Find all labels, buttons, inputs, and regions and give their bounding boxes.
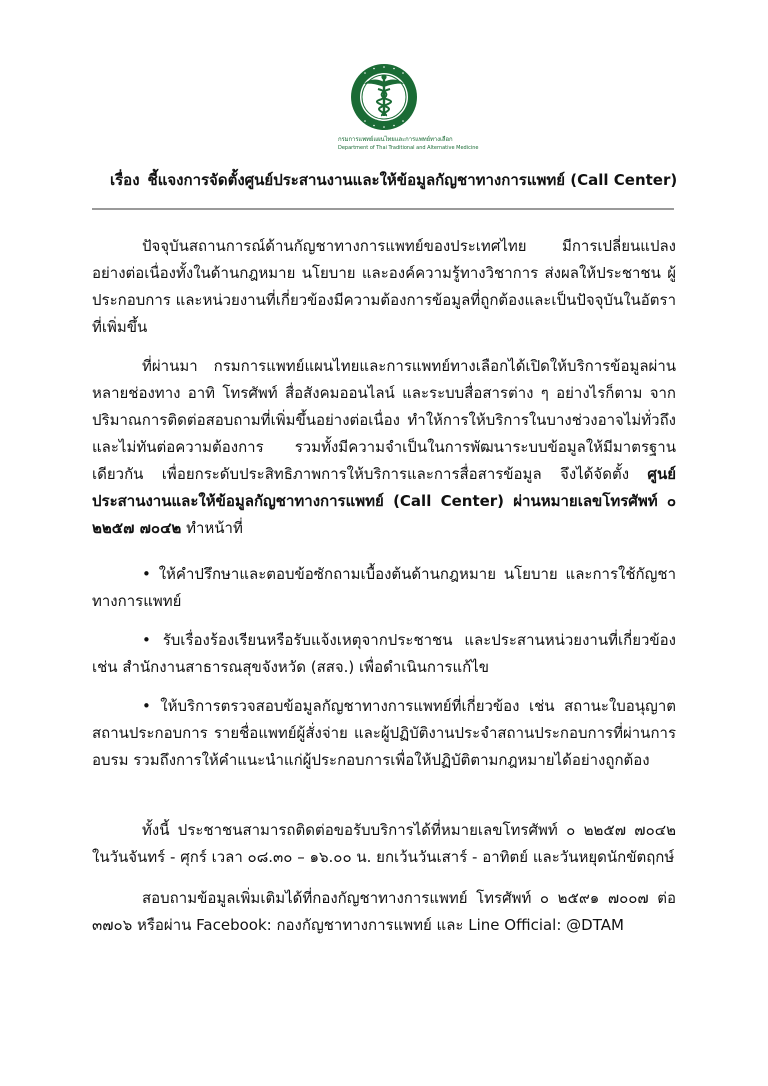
- paragraph-situation: ปัจจุบันสถานการณ์ด้านกัญชาทางการแพทย์ของประเทศไทย มีการเปลี่ยนแปลงอย่างต่อเนื่องทั้งในด้านกฎหมาย นโยบาย และองค์ความรู้ทางวิชาการ ส่งผลให้ประชาชน ผู้ประกอบการ และหน่วยงานที่เกี่ยวข้องมีความต้องการข้อมูลที่ถูกต้องและเป็นปัจจุบันในอัตราที่เพิ่มขึ้น: [92, 237, 677, 336]
- bullet-complaints: • รับเรื่องร้องเรียนหรือรับแจ้งเหตุจากประชาชน และประสานหน่วยงานที่เกี่ยวข้อง เช่น สำนักงานสาธารณสุขจังหวัด (สสจ.) เพื่อดำเนินการแก้ไข: [92, 631, 676, 676]
- paragraph-background-text: ที่ผ่านมา กรมการแพทย์แผนไทยและการแพทย์ทางเลือกได้เปิดให้บริการข้อมูลผ่านหลายช่องทาง อาทิ โทรศัพท์ สื่อสังคมออนไลน์ และระบบสื่อสารต่าง ๆ อย่างไรก็ตาม จากปริมาณการติดต่อสอบถามที่เพิ่มขึ้นอย่างต่อเนื่อง ทำให้การให้บริการในบางช่วงอาจไม่ทั่วถึง และไม่ทันต่อความต้องการ รวมทั้งมีความจำเป็นในการพัฒนาระบบข้อมูลให้มีมาตรฐานเดียวกัน เพื่อยกระดับประสิทธิภาพการให้บริการและการสื่อสารข้อมูล จึงได้จัดตั้ง: [92, 357, 676, 483]
- department-name-english: Department of Thai Traditional and Alternative Medicine: [338, 145, 479, 151]
- paragraph-contact-info: สอบถามข้อมูลเพิ่มเติมได้ที่กองกัญชาทางการแพทย์ โทรศัพท์ ๐ ๒๕๙๑ ๗๐๐๗ ต่อ ๓๗๐๖ หรือผ่าน Facebook: กองกัญชาทางการแพทย์ และ Line Official: @DTAM: [92, 889, 676, 934]
- call-center-announcement: ศูนย์ประสานงานและให้ข้อมูลกัญชาทางการแพทย์ (Call Center) ผ่านหมายเลขโทรศัพท์ ๐ ๒๒๕๗ ๗๐๔๒: [92, 465, 676, 537]
- bullet-consultation: • ให้คำปรึกษาและตอบข้อซักถามเบื้องต้นด้านกฎหมาย นโยบาย และการใช้กัญชาทางการแพทย์: [92, 565, 676, 610]
- title-divider: [92, 208, 674, 210]
- title-lead: เรื่อง: [110, 171, 140, 189]
- document-title: [110, 168, 678, 192]
- department-name-thai: กรมการแพทย์แผนไทยและการแพทย์ทางเลือก: [338, 136, 453, 143]
- caduceus-seal-icon: [349, 62, 419, 132]
- paragraph-background-tail: ทำหน้าที่: [186, 519, 243, 537]
- bullet-verification: • ให้บริการตรวจสอบข้อมูลกัญชาทางการแพทย์ที่เกี่ยวข้อง เช่น สถานะใบอนุญาตสถานประกอบการ รายชื่อแพทย์ผู้สั่งจ่าย และผู้ปฏิบัติงานประจำสถานประกอบการที่ผ่านการอบรม รวมถึงการให้คำแนะนำแก่ผู้ประกอบการเพื่อให้ปฏิบัติตามกฎหมายได้อย่างถูกต้อง: [92, 697, 676, 769]
- paragraph-background: [92, 353, 676, 542]
- ministry-logo: [338, 62, 479, 151]
- paragraph-service-hours: ทั้งนี้ ประชาชนสามารถติดต่อขอรับบริการได้ที่หมายเลขโทรศัพท์ ๐ ๒๒๕๗ ๗๐๔๒ ในวันจันทร์ - ศุกร์ เวลา ๐๘.๓๐ – ๑๖.๐๐ น. ยกเว้นวันเสาร์ - อาทิตย์ และวันหยุดนักขัตฤกษ์: [92, 821, 676, 866]
- title-text: ชี้แจงการจัดตั้งศูนย์ประสานงานและให้ข้อมูลกัญชาทางการแพทย์ (Call Center): [147, 171, 678, 189]
